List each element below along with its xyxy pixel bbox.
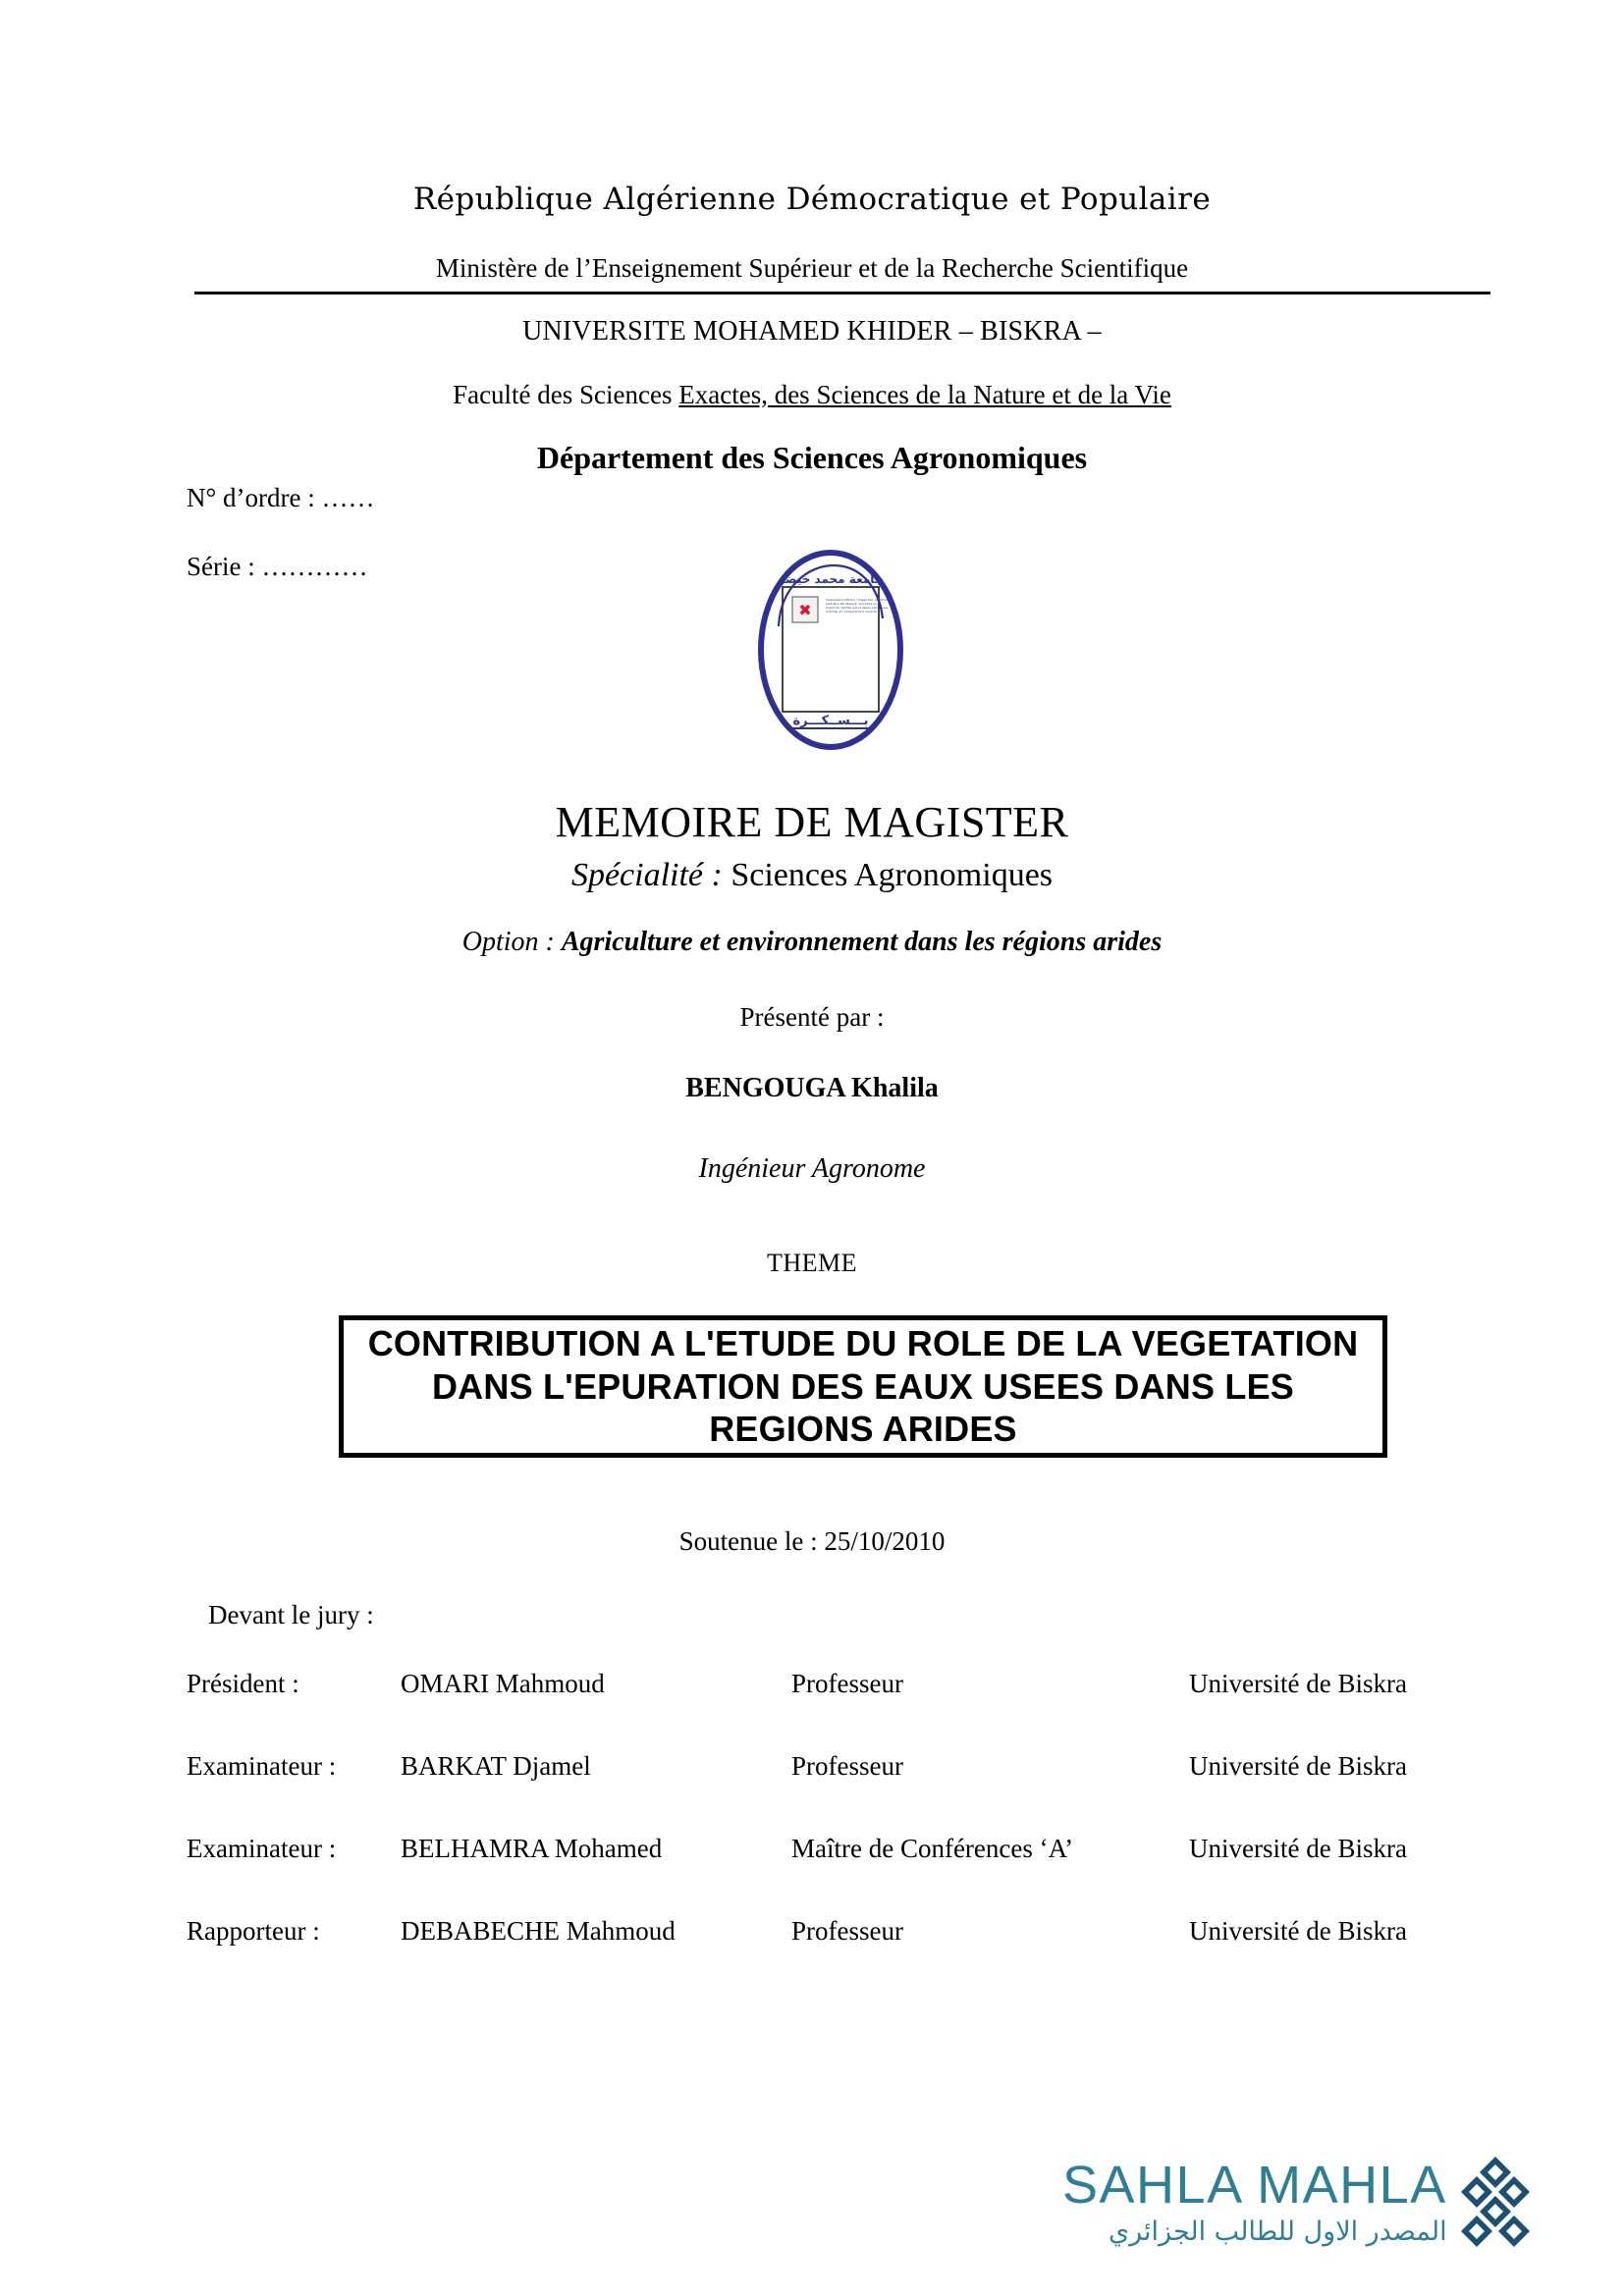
jury-institution: Université de Biskra	[1189, 1669, 1407, 1698]
svg-text:بـــســكـــرة: بـــســكـــرة	[792, 714, 869, 728]
jury-institution: Université de Biskra	[1189, 1916, 1407, 1946]
table-row	[187, 1916, 1463, 1999]
faculty-underlined-part: Exactes, des Sciences de la Nature et de la Vie	[678, 380, 1171, 409]
jury-institution: Université de Biskra	[1189, 1751, 1407, 1781]
watermark-brand-name: SAHLA MAHLA	[1062, 2156, 1447, 2216]
jury-name: BELHAMRA Mohamed	[401, 1834, 663, 1863]
faculty-heading	[0, 380, 1624, 410]
faculty-prefix: Faculté des Sciences	[453, 380, 679, 409]
svg-text:le fichier et l’emplacement co: le fichier et l’emplacement corrects.	[826, 610, 878, 614]
author-degree: Ingénieur Agronome	[698, 1153, 926, 1184]
watermark-tagline: المصدر الاول للطالب الجزائري	[1109, 2216, 1447, 2248]
jury-role: Rapporteur :	[187, 1916, 320, 1946]
presented-by-label: Présenté par :	[739, 1002, 885, 1032]
jury-grade: Professeur	[791, 1751, 903, 1781]
order-number-field: N° d’ordre : ……	[187, 483, 375, 512]
option-label: Option :	[461, 927, 562, 957]
svg-text:✖: ✖	[798, 601, 812, 619]
jury-role: Examinateur :	[187, 1834, 337, 1863]
specialty-label: Spécialité :	[570, 857, 731, 893]
jury-institution: Université de Biskra	[1189, 1834, 1407, 1863]
sahla-mahla-diamond-icon	[1457, 2155, 1534, 2253]
jury-grade: Professeur	[791, 1916, 903, 1946]
specialty-line	[0, 857, 1624, 894]
jury-grade: Maître de Conférences ‘A’	[791, 1834, 1074, 1863]
jury-section-label: Devant le jury :	[208, 1600, 374, 1629]
ministry-heading: Ministère de l’Enseignement Supérieur et de la Recherche Scientifique	[435, 253, 1189, 283]
svg-text:Impossible d’afficher l’image: Impossible d’afficher l’image liée. Le fichier a	[826, 598, 891, 602]
university-heading: UNIVERSITE MOHAMED KHIDER – BISKRA –	[522, 316, 1102, 347]
theme-label: THEME	[766, 1249, 858, 1277]
sahla-mahla-watermark	[1062, 2155, 1543, 2268]
jury-role: Examinateur :	[187, 1751, 337, 1781]
jury-grade: Professeur	[791, 1669, 903, 1698]
table-row	[187, 1669, 1463, 1751]
university-seal	[757, 550, 904, 751]
thesis-title-box	[339, 1315, 1387, 1458]
table-row	[187, 1834, 1463, 1916]
republic-heading: République Algérienne Démocratique et Populaire	[412, 182, 1212, 217]
specialty-value: Sciences Agronomiques	[731, 857, 1054, 893]
page-title: CONTRIBUTION A L'ETUDE DU ROLE DE LA VEGETATION DANS L'EPURATION DES EAUX USEES DANS LES REGIONS ARIDES	[367, 1322, 1359, 1450]
jury-role: Président :	[187, 1669, 299, 1698]
svg-text:جامعة محمد خيضر: جامعة محمد خيضر	[778, 572, 884, 586]
department-heading: Département des Sciences Agronomiques	[536, 440, 1088, 475]
author-name: BENGOUGA Khalila	[685, 1073, 939, 1103]
jury-table	[187, 1669, 1463, 1999]
jury-name: OMARI Mahmoud	[401, 1669, 605, 1698]
series-field: Série : …………	[187, 552, 368, 581]
svg-text:peut-être été déplacé, renommé: peut-être été déplacé, renommé ou	[826, 602, 877, 606]
jury-name: BARKAT Djamel	[401, 1751, 591, 1781]
defense-date: Soutenue le : 25/10/2010	[678, 1526, 946, 1556]
table-row	[187, 1751, 1463, 1834]
jury-name: DEBABECHE Mahmoud	[401, 1916, 676, 1946]
header-divider	[194, 292, 1490, 294]
option-value: Agriculture et environnement dans les régions arides	[561, 927, 1163, 957]
svg-text:supprimé. Vérifiez que la liai: supprimé. Vérifiez que la liaison pointe vers	[826, 606, 889, 610]
option-line	[0, 927, 1624, 958]
thesis-type: MEMOIRE DE MAGISTER	[555, 798, 1069, 846]
